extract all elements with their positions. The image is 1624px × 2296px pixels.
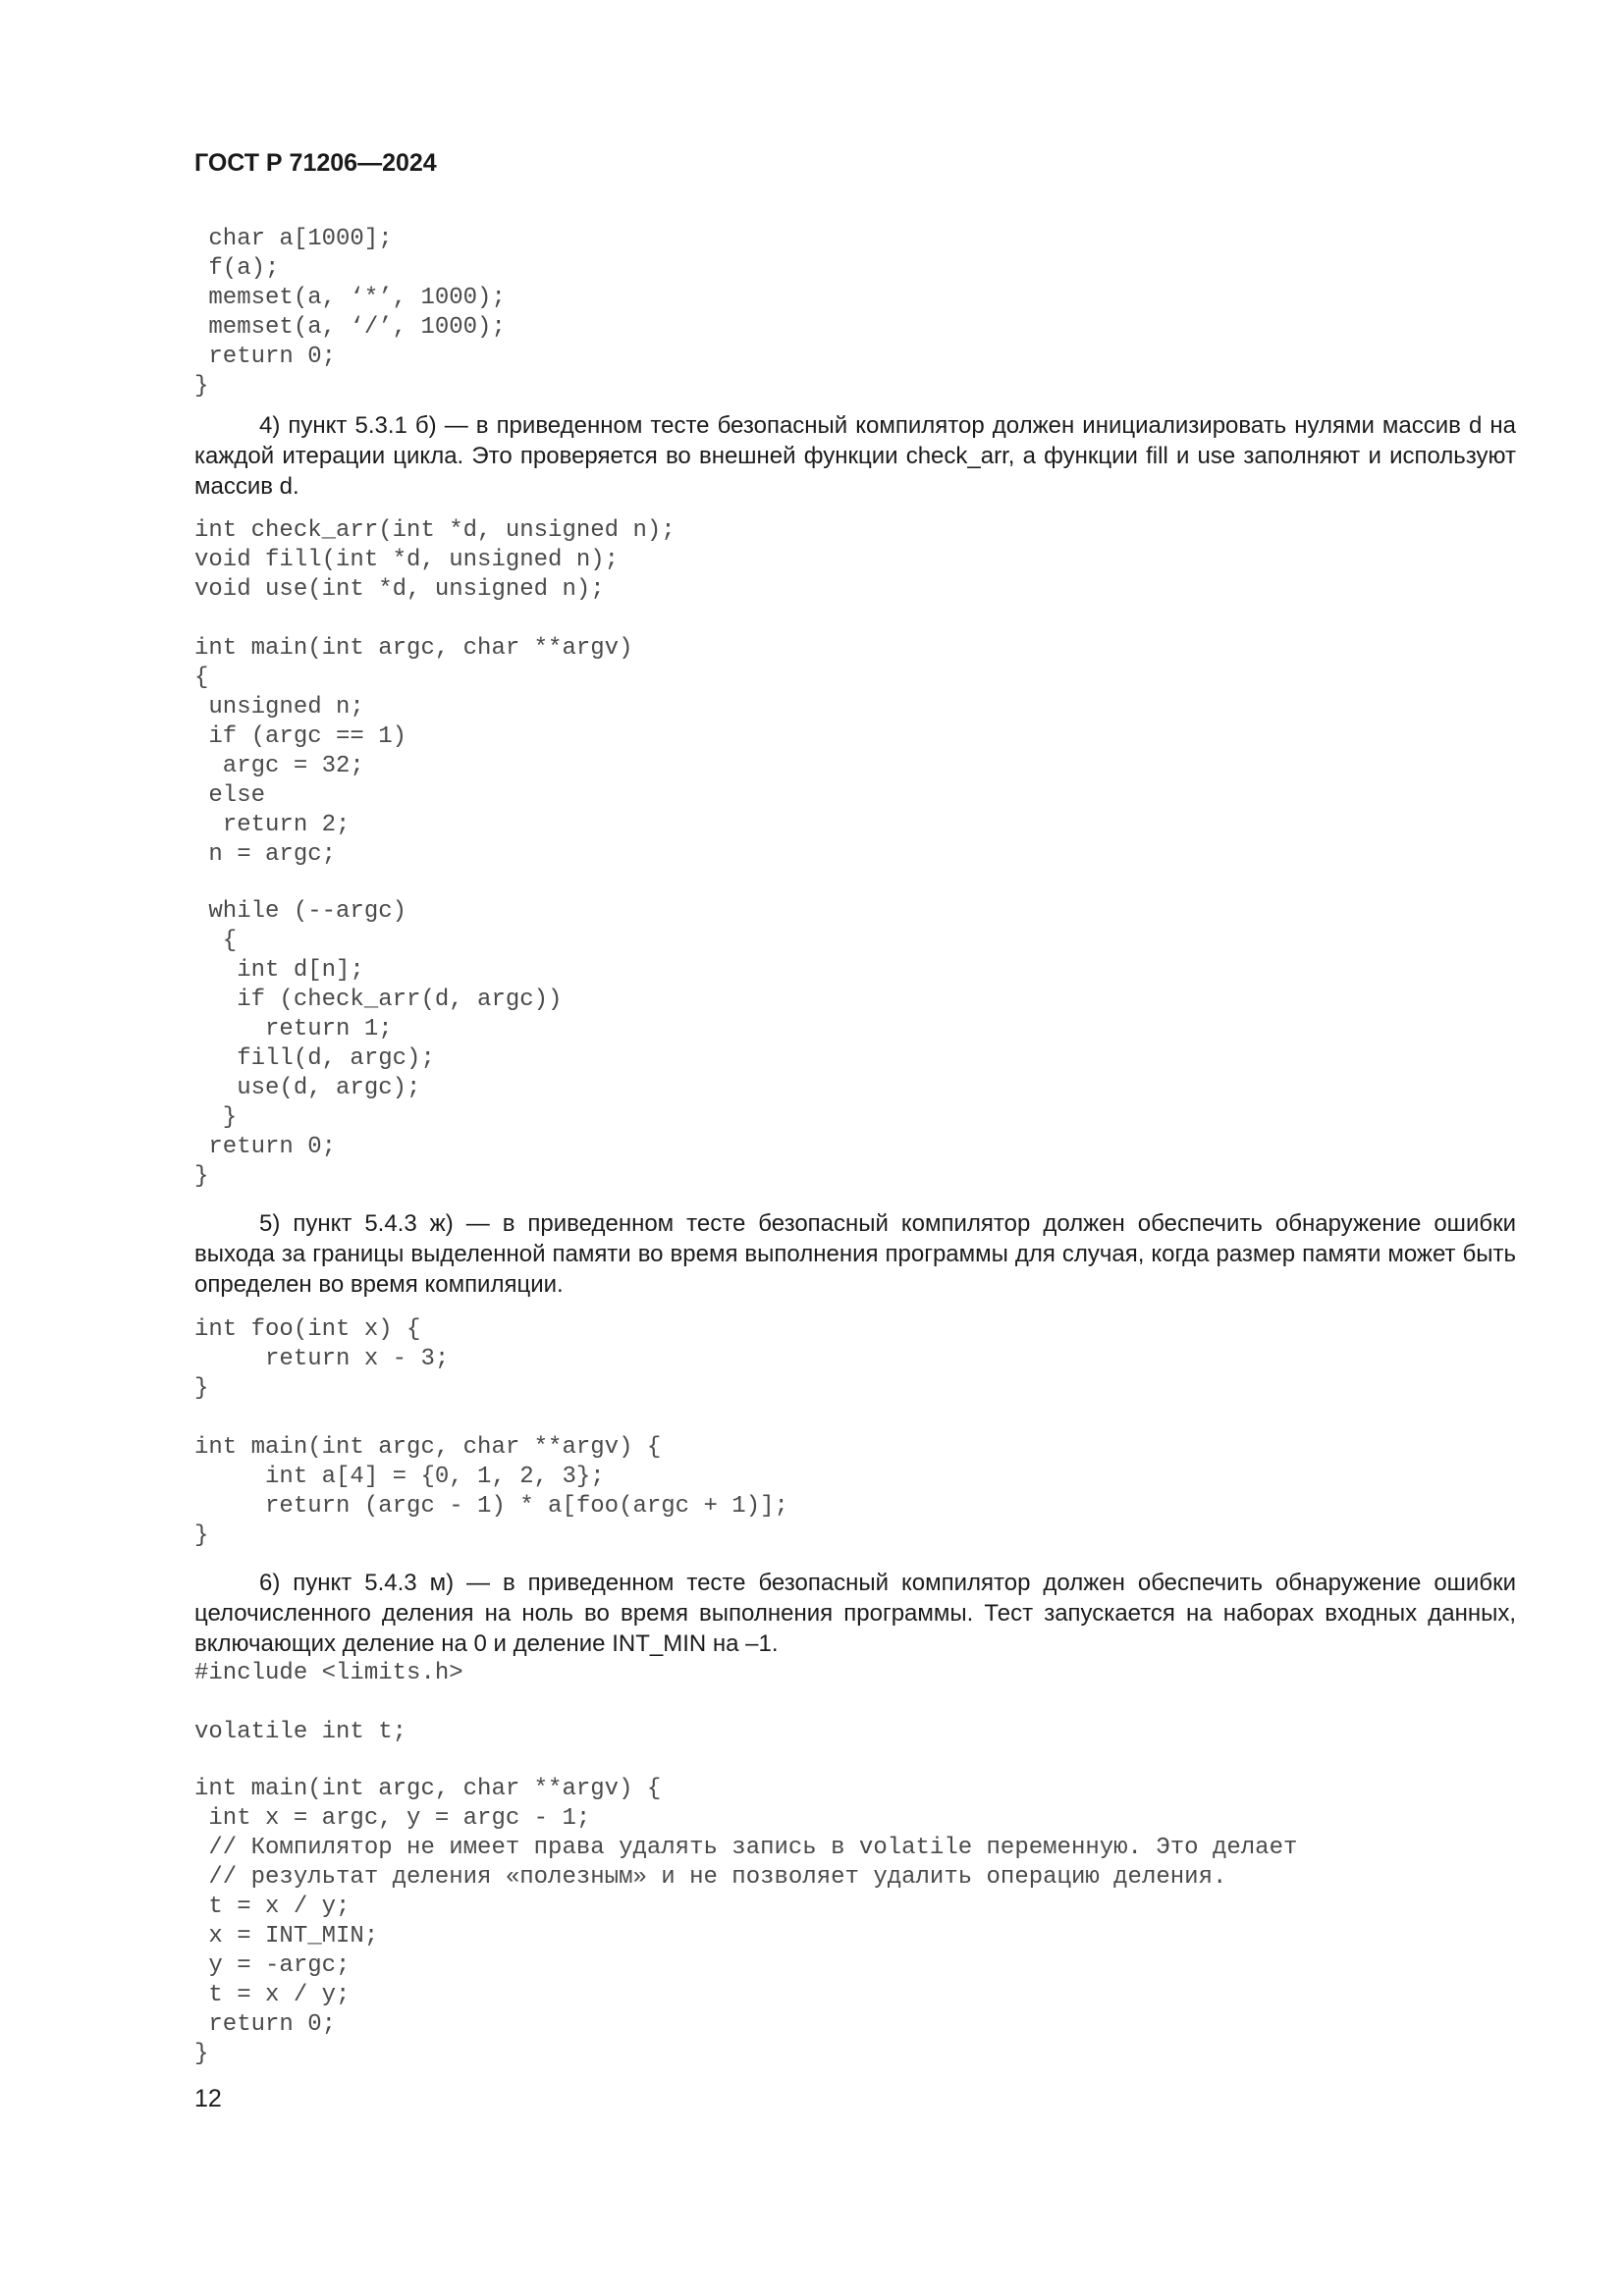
code-line: // Компилятор не имеет права удалять запись в volatile переменную. Это делает bbox=[194, 1835, 1298, 1861]
code-line: return (argc - 1) * a[foo(argc + 1)]; bbox=[194, 1493, 788, 1520]
code-line: int x = argc, y = argc - 1; bbox=[194, 1805, 591, 1832]
code-line: } bbox=[194, 1163, 209, 1190]
code-line: fill(d, argc); bbox=[194, 1045, 435, 1072]
code-line: { bbox=[194, 665, 209, 691]
code-line: return 1; bbox=[194, 1016, 393, 1042]
code-line: f(a); bbox=[194, 255, 280, 282]
code-line: return 2; bbox=[194, 812, 351, 838]
code-block-2 bbox=[194, 516, 676, 870]
code-line: while (--argc) bbox=[194, 898, 407, 925]
code-line: int d[n]; bbox=[194, 957, 364, 984]
code-line: if (argc == 1) bbox=[194, 723, 407, 750]
code-line: } bbox=[194, 1375, 209, 1402]
code-line: else bbox=[194, 782, 266, 809]
code-line: int main(int argc, char **argv) { bbox=[194, 1434, 662, 1461]
code-line: use(d, argc); bbox=[194, 1075, 421, 1101]
code-line: void fill(int *d, unsigned n); bbox=[194, 547, 620, 573]
code-line: return x - 3; bbox=[194, 1346, 450, 1372]
code-line: int check_arr(int *d, unsigned n); bbox=[194, 517, 676, 544]
code-line: return 0; bbox=[194, 344, 337, 370]
paragraph-item-5: 5) пункт 5.4.3 ж) — в приведенном тесте безопасный компилятор должен обеспечить обнаружение ошибки выхода за границы выделенной памяти во время выполнения программы для случая, когда размер памяти может быть определен во время компиляции. bbox=[194, 1210, 1516, 1298]
paragraph-item-6: 6) пункт 5.4.3 м) — в приведенном тесте безопасный компилятор должен обеспечить обнаружение ошибки целочисленного деления на ноль во время выполнения программы. Тест запускается на наборах входных данных, включающих деление на 0 и деление INT_MIN на –1. bbox=[194, 1570, 1516, 1657]
code-line: #include <limits.h> bbox=[194, 1660, 463, 1686]
code-line: n = argc; bbox=[194, 841, 337, 868]
code-line: void use(int *d, unsigned n); bbox=[194, 576, 605, 603]
code-line: if (check_arr(d, argc)) bbox=[194, 987, 563, 1013]
code-line: int main(int argc, char **argv) bbox=[194, 635, 633, 662]
code-line: return 0; bbox=[194, 1134, 337, 1160]
code-line: return 0; bbox=[194, 2011, 337, 2038]
document-header: ГОСТ Р 71206—2024 bbox=[194, 149, 437, 177]
code-line: int a[4] = {0, 1, 2, 3}; bbox=[194, 1464, 605, 1490]
code-line: } bbox=[194, 1104, 238, 1131]
code-line: unsigned n; bbox=[194, 694, 364, 721]
code-line: } bbox=[194, 373, 209, 400]
code-line: memset(a, ‘/’, 1000); bbox=[194, 314, 506, 341]
code-line: y = -argc; bbox=[194, 1952, 351, 1979]
paragraph-item-4: 4) пункт 5.3.1 б) — в приведенном тесте безопасный компилятор должен инициализировать нулями массив d на каждой итерации цикла. Это проверяется во внешней функции check_arr, а функции fill и use заполняют и используют массив d. bbox=[194, 412, 1516, 500]
code-line: t = x / y; bbox=[194, 1982, 351, 2008]
code-line: { bbox=[194, 928, 238, 954]
code-line: } bbox=[194, 2041, 209, 2067]
code-line: char a[1000]; bbox=[194, 226, 393, 252]
code-block-1 bbox=[194, 225, 506, 401]
code-line: int main(int argc, char **argv) { bbox=[194, 1776, 662, 1802]
code-line: volatile int t; bbox=[194, 1719, 407, 1745]
code-line: } bbox=[194, 1522, 209, 1549]
code-line: t = x / y; bbox=[194, 1894, 351, 1920]
code-line: x = INT_MIN; bbox=[194, 1923, 379, 1949]
code-line: memset(a, ‘*’, 1000); bbox=[194, 285, 506, 311]
page-number: 12 bbox=[194, 2085, 222, 2112]
code-line: argc = 32; bbox=[194, 753, 364, 779]
code-line: int foo(int x) { bbox=[194, 1316, 421, 1343]
code-block-5 bbox=[194, 1659, 463, 1747]
code-block-4 bbox=[194, 1315, 788, 1551]
code-block-6 bbox=[194, 1775, 1297, 2069]
code-line: // результат деления «полезным» и не позволяет удалить операцию деления. bbox=[194, 1864, 1227, 1891]
code-block-3 bbox=[194, 897, 562, 1192]
